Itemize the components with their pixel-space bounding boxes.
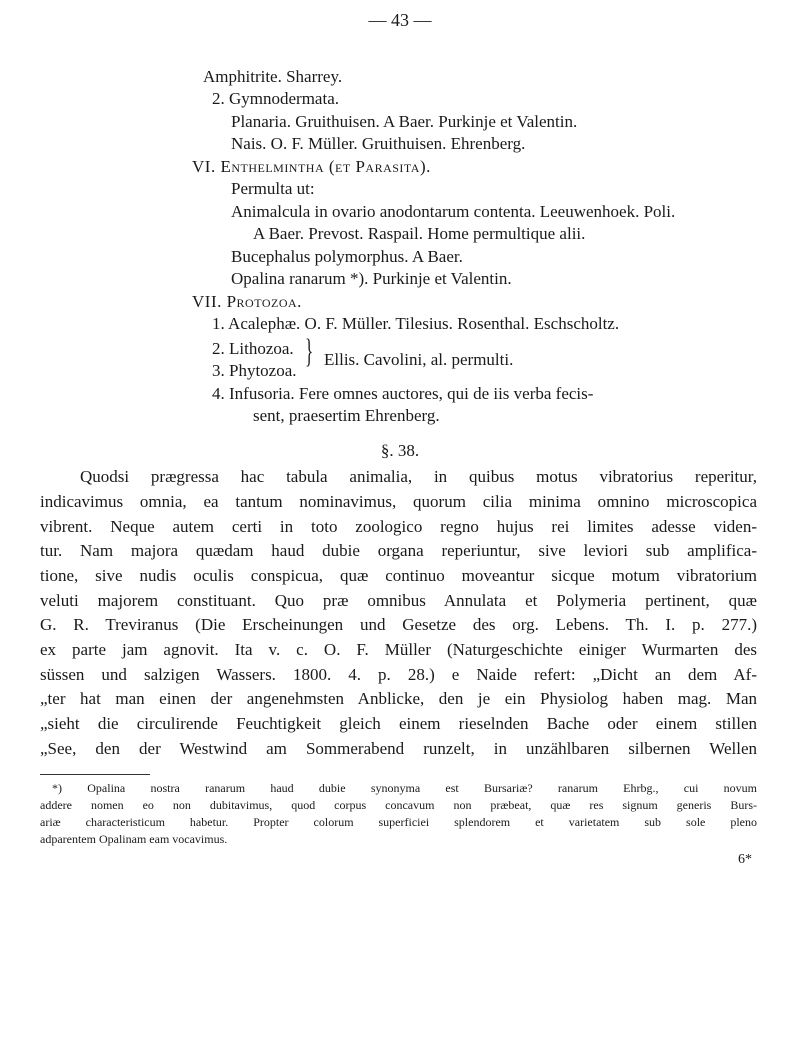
paragraph-line-12: „See, den der Westwind am Sommerabend runzelt, in unzählbaren silbernen Wellen	[40, 739, 757, 758]
paragraph-line-5: tione, sive nudis oculis conspicua, quæ continuo moveantur sicque motum vibratorium	[40, 566, 757, 585]
list-entry-permulta: Permulta ut:	[231, 179, 315, 198]
signature-mark: 6*	[738, 852, 752, 867]
list-entry-amphitrite: Amphitrite. Sharrey.	[203, 67, 343, 86]
footnote-line-2: addere nomen eo non dubitavimus, quod corpus concavum non præbeat, quæ res signum generis Burs-	[40, 798, 757, 812]
list-entry-planaria: Planaria. Gruithuisen. A Baer. Purkinje et Valentin.	[231, 112, 578, 131]
list-entry-animalcula-2: A Baer. Prevost. Raspail. Home permultique alii.	[253, 224, 586, 243]
footnote-line-3: ariæ characteristicum habetur. Propter colorum superficiei splendorem et varietatem sub sole pleno	[40, 815, 757, 829]
heading-enthelmintha: VI. Enthelmintha (et Parasita).	[192, 157, 431, 176]
list-entry-infusoria-2: sent, praesertim Ehrenberg.	[253, 406, 440, 425]
heading-protozoa: VII. Protozoa.	[192, 292, 302, 311]
footnote-rule	[40, 774, 150, 775]
paragraph-line-2: indicavimus omnia, ea tantum nominavimus, quorum cilia minima omnino microscopica	[40, 492, 757, 511]
paragraph-line-3: vibrent. Neque autem certi in toto zoologico regno hujus rei limites adesse viden-	[40, 517, 757, 536]
list-entry-lithozoa: 2. Lithozoa.	[212, 339, 294, 358]
page-number: — 43 —	[368, 10, 432, 30]
list-entry-acalephae: 1. Acalephæ. O. F. Müller. Tilesius. Rosenthal. Eschscholtz.	[212, 314, 620, 333]
list-entry-brace-authors: Ellis. Cavolini, al. permulti.	[324, 350, 514, 369]
list-entry-nais: Nais. O. F. Müller. Gruithuisen. Ehrenberg.	[231, 134, 526, 153]
list-entry-phytozoa: 3. Phytozoa.	[212, 361, 297, 380]
list-entry-bucephalus: Bucephalus polymorphus. A Baer.	[231, 247, 463, 266]
list-entry-animalcula-1: Animalcula in ovario anodontarum contenta. Leeuwenhoek. Poli.	[231, 202, 676, 221]
footnote-line-4: adparentem Opalinam eam vocavimus.	[40, 832, 228, 846]
paragraph-line-9: süssen und salzigen Wassers. 1800. 4. p. 28.) e Naide refert: „Dicht an dem Af-	[40, 665, 757, 684]
paragraph-line-11: „sieht die circulirende Feuchtigkeit gleich einem rieselnden Bache oder einem stillen	[40, 714, 757, 733]
section-heading: §. 38.	[380, 441, 420, 460]
paragraph-line-8: ex parte jam agnovit. Ita v. c. O. F. Müller (Naturgeschichte einiger Wurmarten des	[40, 640, 757, 659]
brace-symbol: }	[305, 333, 314, 370]
list-entry-gymnodermata: 2. Gymnodermata.	[212, 89, 339, 108]
paragraph-line-10: „ter hat man einen der angenehmsten Anblicke, den je ein Physiolog haben mag. Man	[40, 689, 757, 708]
paragraph-line-1: Quodsi prægressa hac tabula animalia, in quibus motus vibratorius reperitur,	[80, 467, 757, 486]
list-entry-infusoria-1: 4. Infusoria. Fere omnes auctores, qui de iis verba fecis-	[212, 384, 594, 403]
paragraph-line-7: G. R. Treviranus (Die Erscheinungen und Gesetze des org. Lebens. Th. I. p. 277.)	[40, 615, 757, 634]
paragraph-line-6: veluti majorem constituant. Quo præ omnibus Annulata et Polymeria pertinent, quæ	[40, 591, 757, 610]
footnote-line-1: *) Opalina nostra ranarum haud dubie synonyma est Bursariæ? ranarum Ehrbg., cui novum	[52, 781, 757, 795]
list-entry-opalina: Opalina ranarum *). Purkinje et Valentin.	[231, 269, 512, 288]
paragraph-line-4: tur. Nam majora quædam haud dubie organa reperiuntur, sive leviori sub amplifica-	[40, 541, 757, 560]
